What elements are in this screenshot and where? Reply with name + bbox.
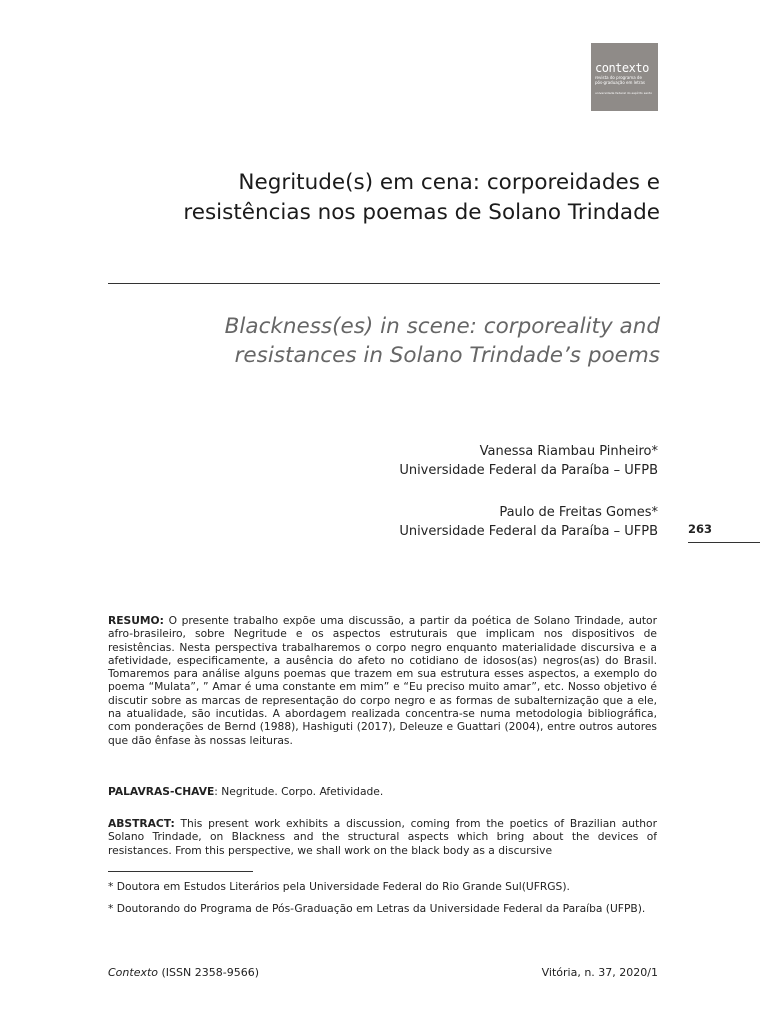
author-name: Vanessa Riambau Pinheiro* (479, 444, 658, 459)
author-affiliation: Universidade Federal da Paraíba – UFPB (399, 463, 658, 478)
author-name: Paulo de Freitas Gomes* (499, 505, 658, 520)
title-en-line-1: Blackness(es) in scene: corporeality and (224, 314, 660, 339)
keywords-label: PALAVRAS-CHAVE (108, 785, 215, 798)
keywords-text: : Negritude. Corpo. Afetividade. (214, 785, 384, 798)
abstract-text: This present work exhibits a discussion, coming from the poetics of Brazilian author Solano Trindade, on Blackness and the structural aspects which bring about the devices of resistances. From this perspective, we shall work on the black body as a discursive (108, 817, 657, 857)
resumo-label: RESUMO: (108, 614, 164, 627)
author-block-1 (399, 442, 658, 480)
resumo-text: O presente trabalho expõe uma discussão, a partir da poética de Solano Trindade, autor afro-brasileiro, sobre Negritude e os aspectos estruturais que implicam nos dispositivos de resistências. Nesta perspectiva trabalharemos o corpo negro enquanto materialidade discursiva e a afetividade, especificamente, a ausência do afeto no cotidiano de idosos(as) negros(as) do Brasil. Tomaremos para análise alguns poemas que trazem em sua estrutura esses aspectos, a exemplo do poema “Mulata”, ” Amar é uma constante em mim” e “Eu preciso muito amar”, etc. Nosso objetivo é discutir sobre as marcas de representação do corpo negro e as formas de subalternização que a ele, na atualidade, são incutidas. A abordagem realizada concentra-se numa metodologia bibliográfica, com ponderações de Bernd (1988), Hashiguti (2017), Deleuze e Guattari (2004), entre outros autores que dão ênfase às nossas leituras. (108, 614, 657, 747)
resumo-paragraph (108, 614, 657, 747)
journal-logo (591, 43, 658, 111)
article-title-portuguese (120, 168, 660, 228)
abstract-label: ABSTRACT: (108, 817, 175, 830)
author-affiliation: Universidade Federal da Paraíba – UFPB (399, 524, 658, 539)
abstract-paragraph (108, 817, 657, 857)
author-block-2 (399, 503, 658, 541)
logo-subtitle-1: revista do programa de (595, 75, 642, 80)
article-title-english (140, 312, 660, 370)
page-number: 263 (688, 522, 713, 536)
title-pt-line-2: resistências nos poemas de Solano Trindade (183, 200, 660, 225)
title-pt-line-1: Negritude(s) em cena: corporeidades e (238, 170, 660, 195)
title-en-line-2: resistances in Solano Trindade’s poems (234, 343, 660, 368)
footer-journal-name: Contexto (108, 966, 159, 979)
footer-issue-info: Vitória, n. 37, 2020/1 (541, 966, 658, 979)
footer-issn: (ISSN 2358-9566) (158, 966, 259, 979)
logo-wordmark: contexto (595, 61, 649, 75)
footer-journal-info (108, 966, 259, 979)
footnote-2: * Doutorando do Programa de Pós-Graduação em Letras da Universidade Federal da Paraíba (UFPB). (108, 902, 646, 915)
logo-subtitle-2: pós-graduação em letras (595, 80, 645, 85)
logo-subtitle-3: universidade federal do espírito santo (595, 91, 653, 95)
footnote-divider (108, 871, 253, 872)
footnote-1: * Doutora em Estudos Literários pela Universidade Federal do Rio Grande Sul(UFRGS). (108, 880, 570, 893)
keywords-paragraph (108, 785, 657, 798)
title-divider (108, 283, 660, 284)
page-number-rule (688, 542, 760, 543)
